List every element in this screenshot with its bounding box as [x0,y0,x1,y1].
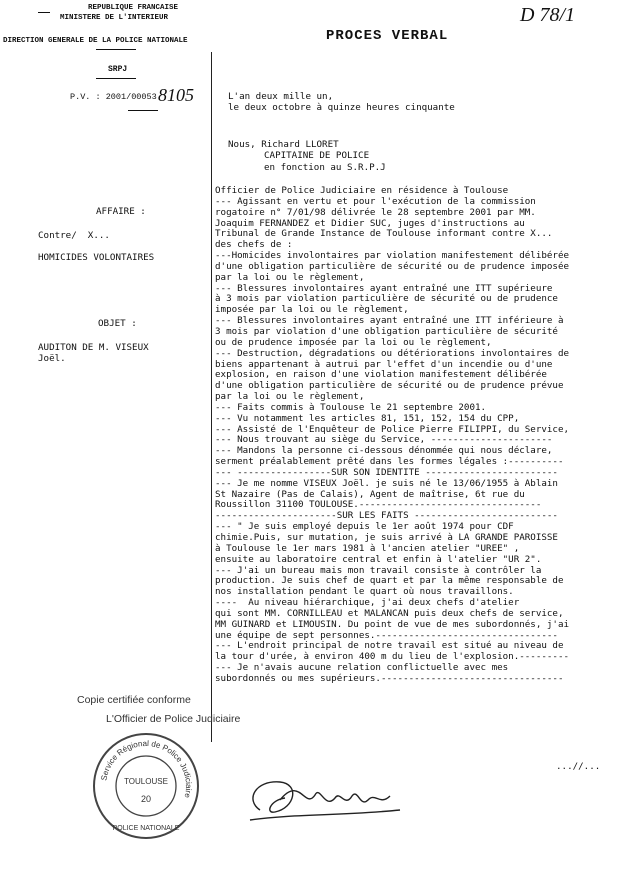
body-line: --- Je n'avais aucune relation conflictuelle avec mes [215,662,509,674]
affaire-nature: HOMICIDES VOLONTAIRES [38,252,155,263]
pv-rule [128,110,158,111]
body-line: --- Faits commis à Toulouse le 21 septembre 2001. [215,401,487,413]
body-line: Officier de Police Judiciaire en résidence à Toulouse [215,185,509,196]
body-line: 3 mois par violation d'une obligation particulière de sécurité [215,325,558,337]
body-line: Roussillon 31100 TOULOUSE.--------------------------------- [215,499,542,511]
pv-number: P.V. : 2001/00053 [70,92,157,102]
header-rule-2 [96,78,136,79]
document-number: D 78/1 [520,4,575,26]
body-line: production. Je suis chef de quart et par la même responsable de [215,575,564,587]
body-line: d'une obligation particulière de sécurité ou de prudence prévue [215,380,564,392]
body-line: une équipe de sept personnes.--------------------------------- [215,629,558,641]
body-line: ---- Au niveau hiérarchique, j'ai deux chefs d'atelier [215,597,520,609]
affaire-label: AFFAIRE : [96,206,146,217]
body-line: --- Destruction, dégradations ou détériorations involontaires de [215,347,570,359]
header-dash [38,12,50,13]
pv-handwritten-number: 8105 [158,85,194,105]
body-line: --- Blessures involontaires ayant entraîné une ITT supérieure [215,282,553,294]
stamp-bottom: POLICE NATIONALE [112,825,180,832]
body-line: --- " Je suis employé depuis le 1er août 1974 pour CDF [215,521,514,533]
copy-certified: Copie certifiée conforme [77,694,191,706]
body-line: Tribunal de Grande Instance de Toulouse informant contre X... [215,228,553,240]
body-line: --- Mandons la personne ci-dessous dénommée qui nous déclare, [215,445,553,457]
body-line: --- Blessures involontaires ayant entraîné une ITT inférieure à [215,315,564,327]
body-line: ou de prudence imposée par la loi ou le règlement, [215,336,492,348]
body-text [215,186,618,685]
officer-signature [240,770,410,830]
header-direction: DIRECTION GENERALE DE LA POLICE NATIONALE [3,37,188,45]
objet-name: Joël. [38,353,66,364]
body-line: des chefs de : [215,239,293,251]
date-line-2: le deux octobre à quinze heures cinquante [228,102,455,113]
body-line: --- Agissant en vertu et pour l'exécution de la commission [215,195,536,207]
stamp-city: TOULOUSE [124,777,168,786]
date-line-1: L'an deux mille un, [228,91,334,102]
officer-rank: CAPITAINE DE POLICE [264,150,370,161]
objet-audition: AUDITON DE M. VISEUX [38,342,149,353]
margin-rule [211,52,212,742]
body-line: par la loi ou le règlement, [215,271,365,283]
body-line: --- J'ai un bureau mais mon travail consiste à contrôler la [215,564,542,576]
body-line: biens appartenant à autrui par l'effet d'un incendie ou d'une [215,358,553,370]
body-line: Joaquim FERNANDEZ et Didier SUC, juges d'instructions au [215,217,525,229]
header-republique: REPUBLIQUE FRANCAISE [88,4,179,12]
objet-label: OBJET : [98,318,137,329]
officer-name: Nous, Richard LLORET [228,139,339,150]
header-ministere: MINISTERE DE L'INTERIEUR [60,14,169,22]
body-line: --- Assisté de l'Enquêteur de Police Pierre FILIPPI, du Service, [215,423,570,435]
body-line: --- Je me nomme VISEUX Joël. je suis né le 13/06/1955 à Ablain [215,477,558,489]
body-line: la tour d'urée, à environ 400 m du lieu de l'explosion.--------- [215,651,570,663]
copy-officer: L'Officier de Police Judiciaire [106,713,241,725]
body-line: St Nazaire (Pas de Calais), Agent de maîtrise, 6t rue du [215,488,525,500]
body-line: rogatoire n° 7/01/98 délivrée le 28 septembre 2001 par MM. [215,206,536,218]
body-line: --- -----------------SUR SON IDENTITE ------------------------ [215,466,558,478]
body-line: serment préalablement prêté dans les formes légales :---------- [215,456,564,468]
body-line: à Toulouse le 1er mars 1981 à l'ancien atelier "UREE" , [215,542,520,554]
police-stamp [90,730,202,842]
body-line: subordonnés ou mes supérieurs.--------------------------------- [215,672,564,684]
body-line: ensuite au laboratoire central et enfin à l'atelier "UR 2". [215,553,542,565]
body-line: ----------------------SUR LES FAITS -------------------------- [215,510,558,522]
continued-marker: ...//... [556,761,601,772]
header-rule-1 [96,49,136,50]
stamp-ring-text: Service Régional de Police Judiciaire [99,738,194,799]
document-title: PROCES VERBAL [326,28,449,44]
affaire-contre: Contre/ X... [38,230,110,241]
body-line: qui sont MM. CORNILLEAU et MALANCAN puis deux chefs de service, [215,607,564,619]
body-line: imposée par la loi ou le règlement, [215,304,409,316]
officer-unit: en fonction au S.R.P.J [264,162,386,173]
body-line: nos installation pendant le quart où nous travaillons. [215,586,514,598]
stamp-number: 20 [140,794,152,804]
body-line: --- Vu notamment les articles 81, 151, 152, 154 du CPP, [215,412,520,424]
body-line: --- Nous trouvant au siège du Service, ---------------------- [215,434,553,446]
body-line: ---Homicides involontaires par violation manifestement délibérée [215,250,570,262]
body-line: --- L'endroit principal de notre travail est situé au niveau de [215,640,564,652]
body-line: explosion, en raison d'une violation manifestement délibérée [215,369,547,381]
body-line: MM GUINARD et LIMOUSIN. Du point de vue de mes subordonnés, j'ai [215,618,570,630]
body-line: d'une obligation particulière de sécurité ou de prudence imposée [215,260,570,272]
body-line: à 3 mois par violation particulière de sécurité ou de prudence [215,293,558,305]
body-line: chimie.Puis, sur mutation, je suis arrivé à LA GRANDE PAROISSE [215,532,558,543]
body-line: par la loi ou le règlement, [215,391,365,403]
header-srpj: SRPJ [108,65,128,74]
